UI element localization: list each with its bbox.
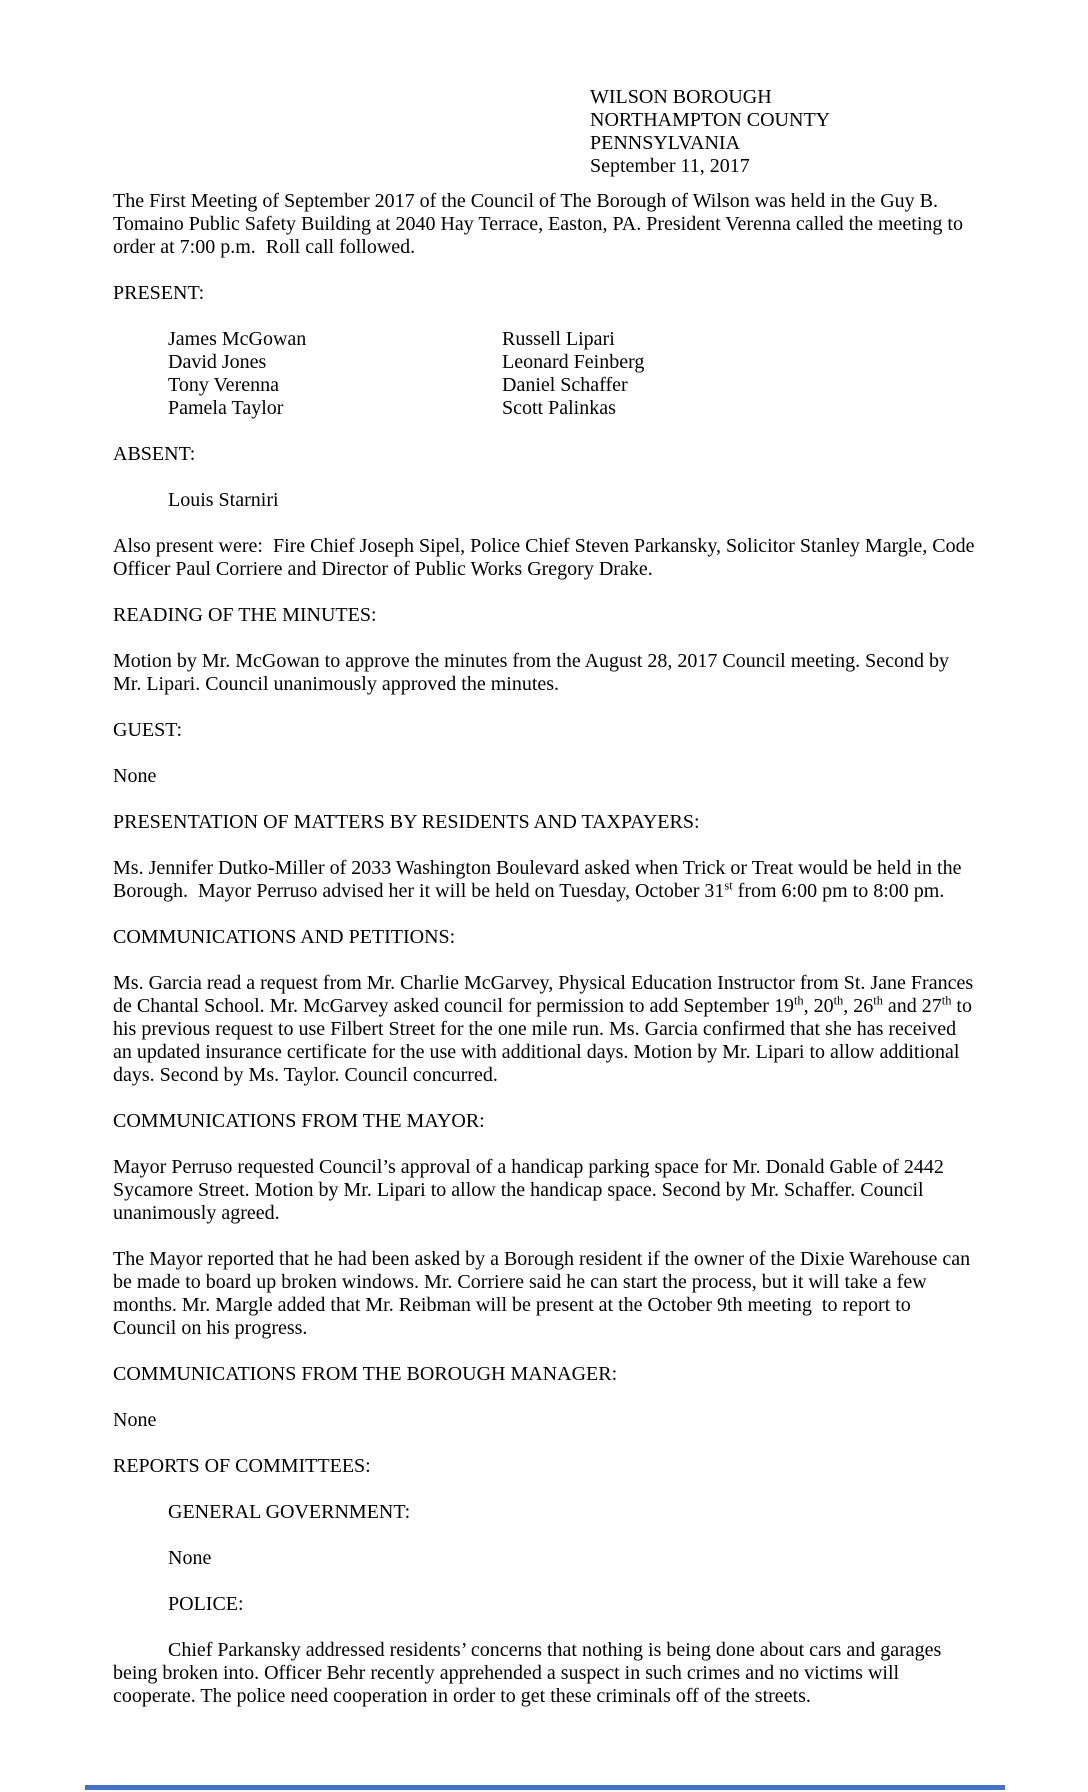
- reports-committees-heading: REPORTS OF COMMITTEES:: [113, 1455, 371, 1477]
- absent-heading: ABSENT:: [113, 443, 196, 465]
- ordinal-superscript: th: [793, 993, 804, 1008]
- petitions-text-segment: Ms. Garcia read a request from Mr. Charlie McGarvey, Physical Education Instructor from St. Jane Frances de Chantal School. Mr. McGarvey asked council for permission to add September 19: [113, 972, 979, 1017]
- document-header: [590, 86, 975, 178]
- present-names: [113, 328, 975, 420]
- header-county: NORTHAMPTON COUNTY: [590, 109, 831, 131]
- present-name: Daniel Schaffer: [502, 374, 628, 396]
- petitions-text-segment: , 26: [843, 995, 874, 1017]
- petitions-text-segment: to his previous request to use Filbert Street for the one mile run. Ms. Garcia confirmed that she has received an updated insurance certificate for the use with additional days. Motion by Mr. Lipari to allow additional days. Second by Ms. Taylor. Council concurred.: [113, 995, 977, 1086]
- present-names-right-column: [502, 328, 975, 420]
- police-report-paragraph: Chief Parkansky addressed residents’ concerns that nothing is being done about cars and garages being broken into. Officer Behr recently apprehended a suspect in such crimes and no victims will cooperate. The police need cooperation in order to get these criminals off of the streets.: [113, 1639, 947, 1707]
- communications-manager-heading: COMMUNICATIONS FROM THE BOROUGH MANAGER:: [113, 1363, 618, 1385]
- reading-minutes-paragraph: Motion by Mr. McGowan to approve the minutes from the August 28, 2017 Council meeting. Second by Mr. Lipari. Council unanimously approved the minutes.: [113, 650, 955, 695]
- communications-manager-text: None: [113, 1409, 157, 1431]
- intro-paragraph: The First Meeting of September 2017 of the Council of The Borough of Wilson was held in the Guy B. Tomaino Public Safety Building at 2040 Hay Terrace, Easton, PA. President Verenna called the meeting to order at 7:00 p.m. Roll call followed.: [113, 190, 968, 258]
- present-names-left-column: [168, 328, 502, 420]
- absent-name: Louis Starniri: [168, 489, 279, 511]
- petitions-text-segment: , 20: [803, 995, 834, 1017]
- present-name: Scott Palinkas: [502, 397, 616, 419]
- header-state: PENNSYLVANIA: [590, 132, 741, 154]
- mayor-handicap-paragraph: Mayor Perruso requested Council’s approval of a handicap parking space for Mr. Donald Gable of 2442 Sycamore Street. Motion by Mr. Lipari to allow the handicap space. Second by Mr. Schaffer. Council unanimously agreed.: [113, 1156, 949, 1224]
- reading-minutes-heading: READING OF THE MINUTES:: [113, 604, 377, 626]
- present-name: James McGowan: [168, 328, 307, 350]
- present-heading: PRESENT:: [113, 282, 205, 304]
- communications-mayor-heading: COMMUNICATIONS FROM THE MAYOR:: [113, 1110, 485, 1132]
- general-government-text: None: [168, 1547, 212, 1569]
- mayor-dixie-warehouse-paragraph: The Mayor reported that he had been asked by a Borough resident if the owner of the Dixie Warehouse can be made to board up broken windows. Mr. Corriere said he can start the process, but it will take a few months. Mr. Margle added that Mr. Reibman will be present at the October 9th meeting to report to Council on his progress.: [113, 1248, 976, 1339]
- ordinal-superscript: th: [873, 993, 883, 1008]
- header-date: September 11, 2017: [590, 155, 750, 177]
- present-name: Pamela Taylor: [168, 397, 284, 419]
- guest-text: None: [113, 765, 157, 787]
- communications-petitions-heading: COMMUNICATIONS AND PETITIONS:: [113, 926, 456, 948]
- ordinal-superscript: st: [724, 878, 733, 893]
- header-borough: WILSON BOROUGH: [590, 86, 772, 108]
- present-name: David Jones: [168, 351, 267, 373]
- general-government-heading: GENERAL GOVERNMENT:: [168, 1501, 411, 1523]
- ordinal-superscript: th: [833, 993, 844, 1008]
- petitions-text-segment: and 27: [882, 995, 942, 1017]
- presentation-heading: PRESENTATION OF MATTERS BY RESIDENTS AND TAXPAYERS:: [113, 811, 700, 833]
- presentation-text-segment: Ms. Jennifer Dutko-Miller of 2033 Washington Boulevard asked when Trick or Treat would be held in the Borough. Mayor Perruso advised her it will be held on Tuesday, October 31: [113, 857, 967, 902]
- guest-heading: GUEST:: [113, 719, 183, 741]
- present-name: Leonard Feinberg: [502, 351, 645, 373]
- police-heading: POLICE:: [168, 1593, 244, 1615]
- present-name: Tony Verenna: [168, 374, 279, 396]
- ordinal-superscript: th: [941, 993, 952, 1008]
- present-name: Russell Lipari: [502, 328, 615, 350]
- also-present-paragraph: Also present were: Fire Chief Joseph Sipel, Police Chief Steven Parkansky, Solicitor Stanley Margle, Code Officer Paul Corriere and Director of Public Works Gregory Drake.: [113, 535, 980, 580]
- presentation-paragraph: [113, 857, 975, 903]
- presentation-text-segment: from 6:00 pm to 8:00 pm.: [732, 880, 945, 902]
- communications-petitions-paragraph: [113, 972, 979, 1087]
- footer-bar: [85, 1785, 1005, 1790]
